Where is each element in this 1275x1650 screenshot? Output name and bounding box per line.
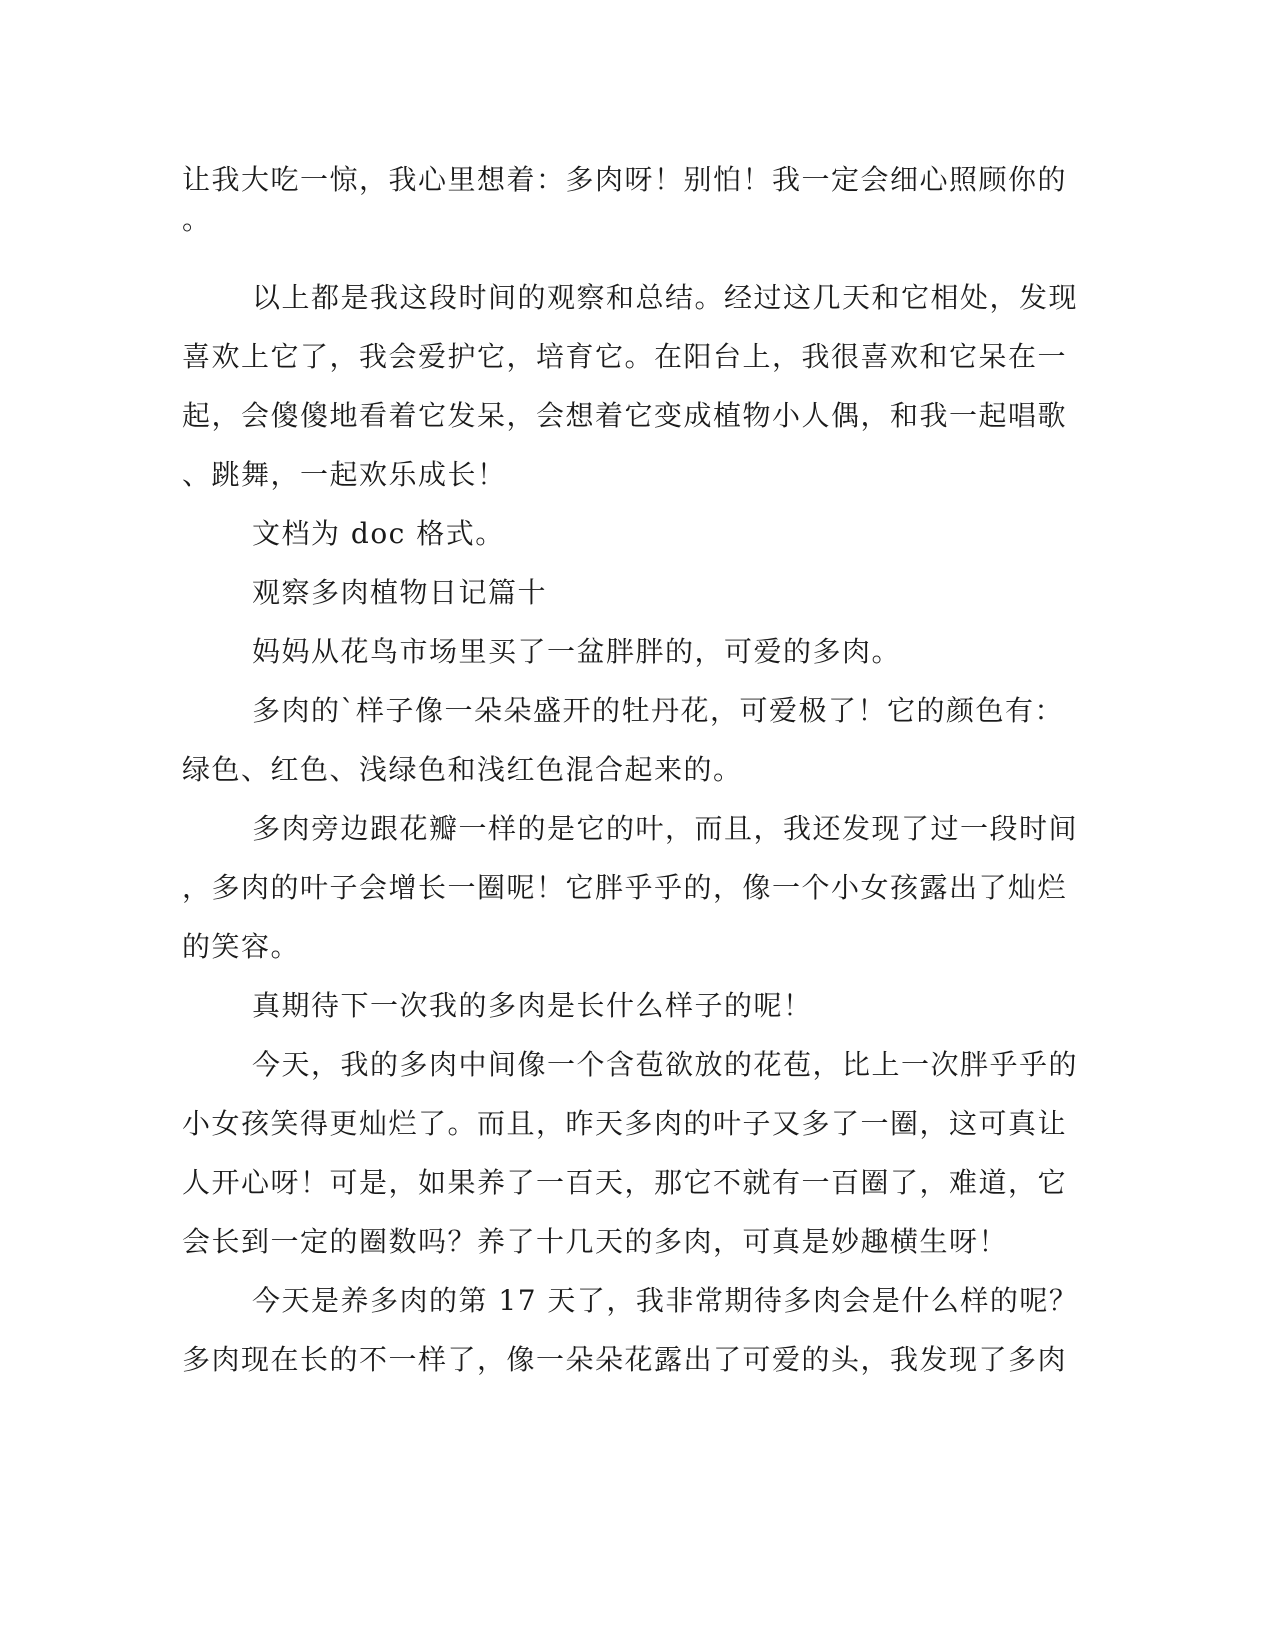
paragraph-line: 今天，我的多肉中间像一个含苞欲放的花苞，比上一次胖乎乎的 [252,1048,1079,1081]
paragraph-line: 妈妈从花鸟市场里买了一盆胖胖的，可爱的多肉。 [252,635,902,668]
paragraph-line: 多肉旁边跟花瓣一样的是它的叶，而且，我还发现了过一段时间 [252,812,1079,845]
paragraph-line: 真期待下一次我的多肉是长什么样子的呢！ [252,989,813,1022]
paragraph-line: 以上都是我这段时间的观察和总结。经过这几天和它相处，发现 [252,281,1079,314]
section-title: 观察多肉植物日记篇十 [252,576,548,609]
text-line: 绿色、红色、浅绿色和浅红色混合起来的。 [182,753,743,786]
text-line: ，多肉的叶子会增长一圈呢！它胖乎乎的，像一个小女孩露出了灿烂 [182,871,1068,904]
document-format-note: 文档为 doc 格式。 [252,517,505,550]
paragraph-line: 今天是养多肉的第 17 天了，我非常期待多肉会是什么样的呢？ [252,1284,1079,1317]
paragraph-line: 多肉的`样子像一朵朵盛开的牡丹花，可爱极了！它的颜色有： [252,694,1065,727]
text-line: 。 [182,203,212,236]
text-line: 人开心呀！可是，如果养了一百天，那它不就有一百圈了，难道，它 [182,1166,1068,1199]
text-line: 小女孩笑得更灿烂了。而且，昨天多肉的叶子又多了一圈，这可真让 [182,1107,1068,1140]
text-line: 让我大吃一惊，我心里想着：多肉呀！别怕！我一定会细心照顾你的 [182,163,1068,196]
text-line: 多肉现在长的不一样了，像一朵朵花露出了可爱的头，我发现了多肉 [182,1343,1068,1376]
text-line: 起，会傻傻地看着它发呆，会想着它变成植物小人偶，和我一起唱歌 [182,399,1068,432]
text-line: 会长到一定的圈数吗？养了十几天的多肉，可真是妙趣横生呀！ [182,1225,1009,1258]
text-line: 、跳舞，一起欢乐成长！ [182,458,507,491]
text-line: 喜欢上它了，我会爱护它，培育它。在阳台上，我很喜欢和它呆在一 [182,340,1068,373]
text-line: 的笑容。 [182,930,301,963]
